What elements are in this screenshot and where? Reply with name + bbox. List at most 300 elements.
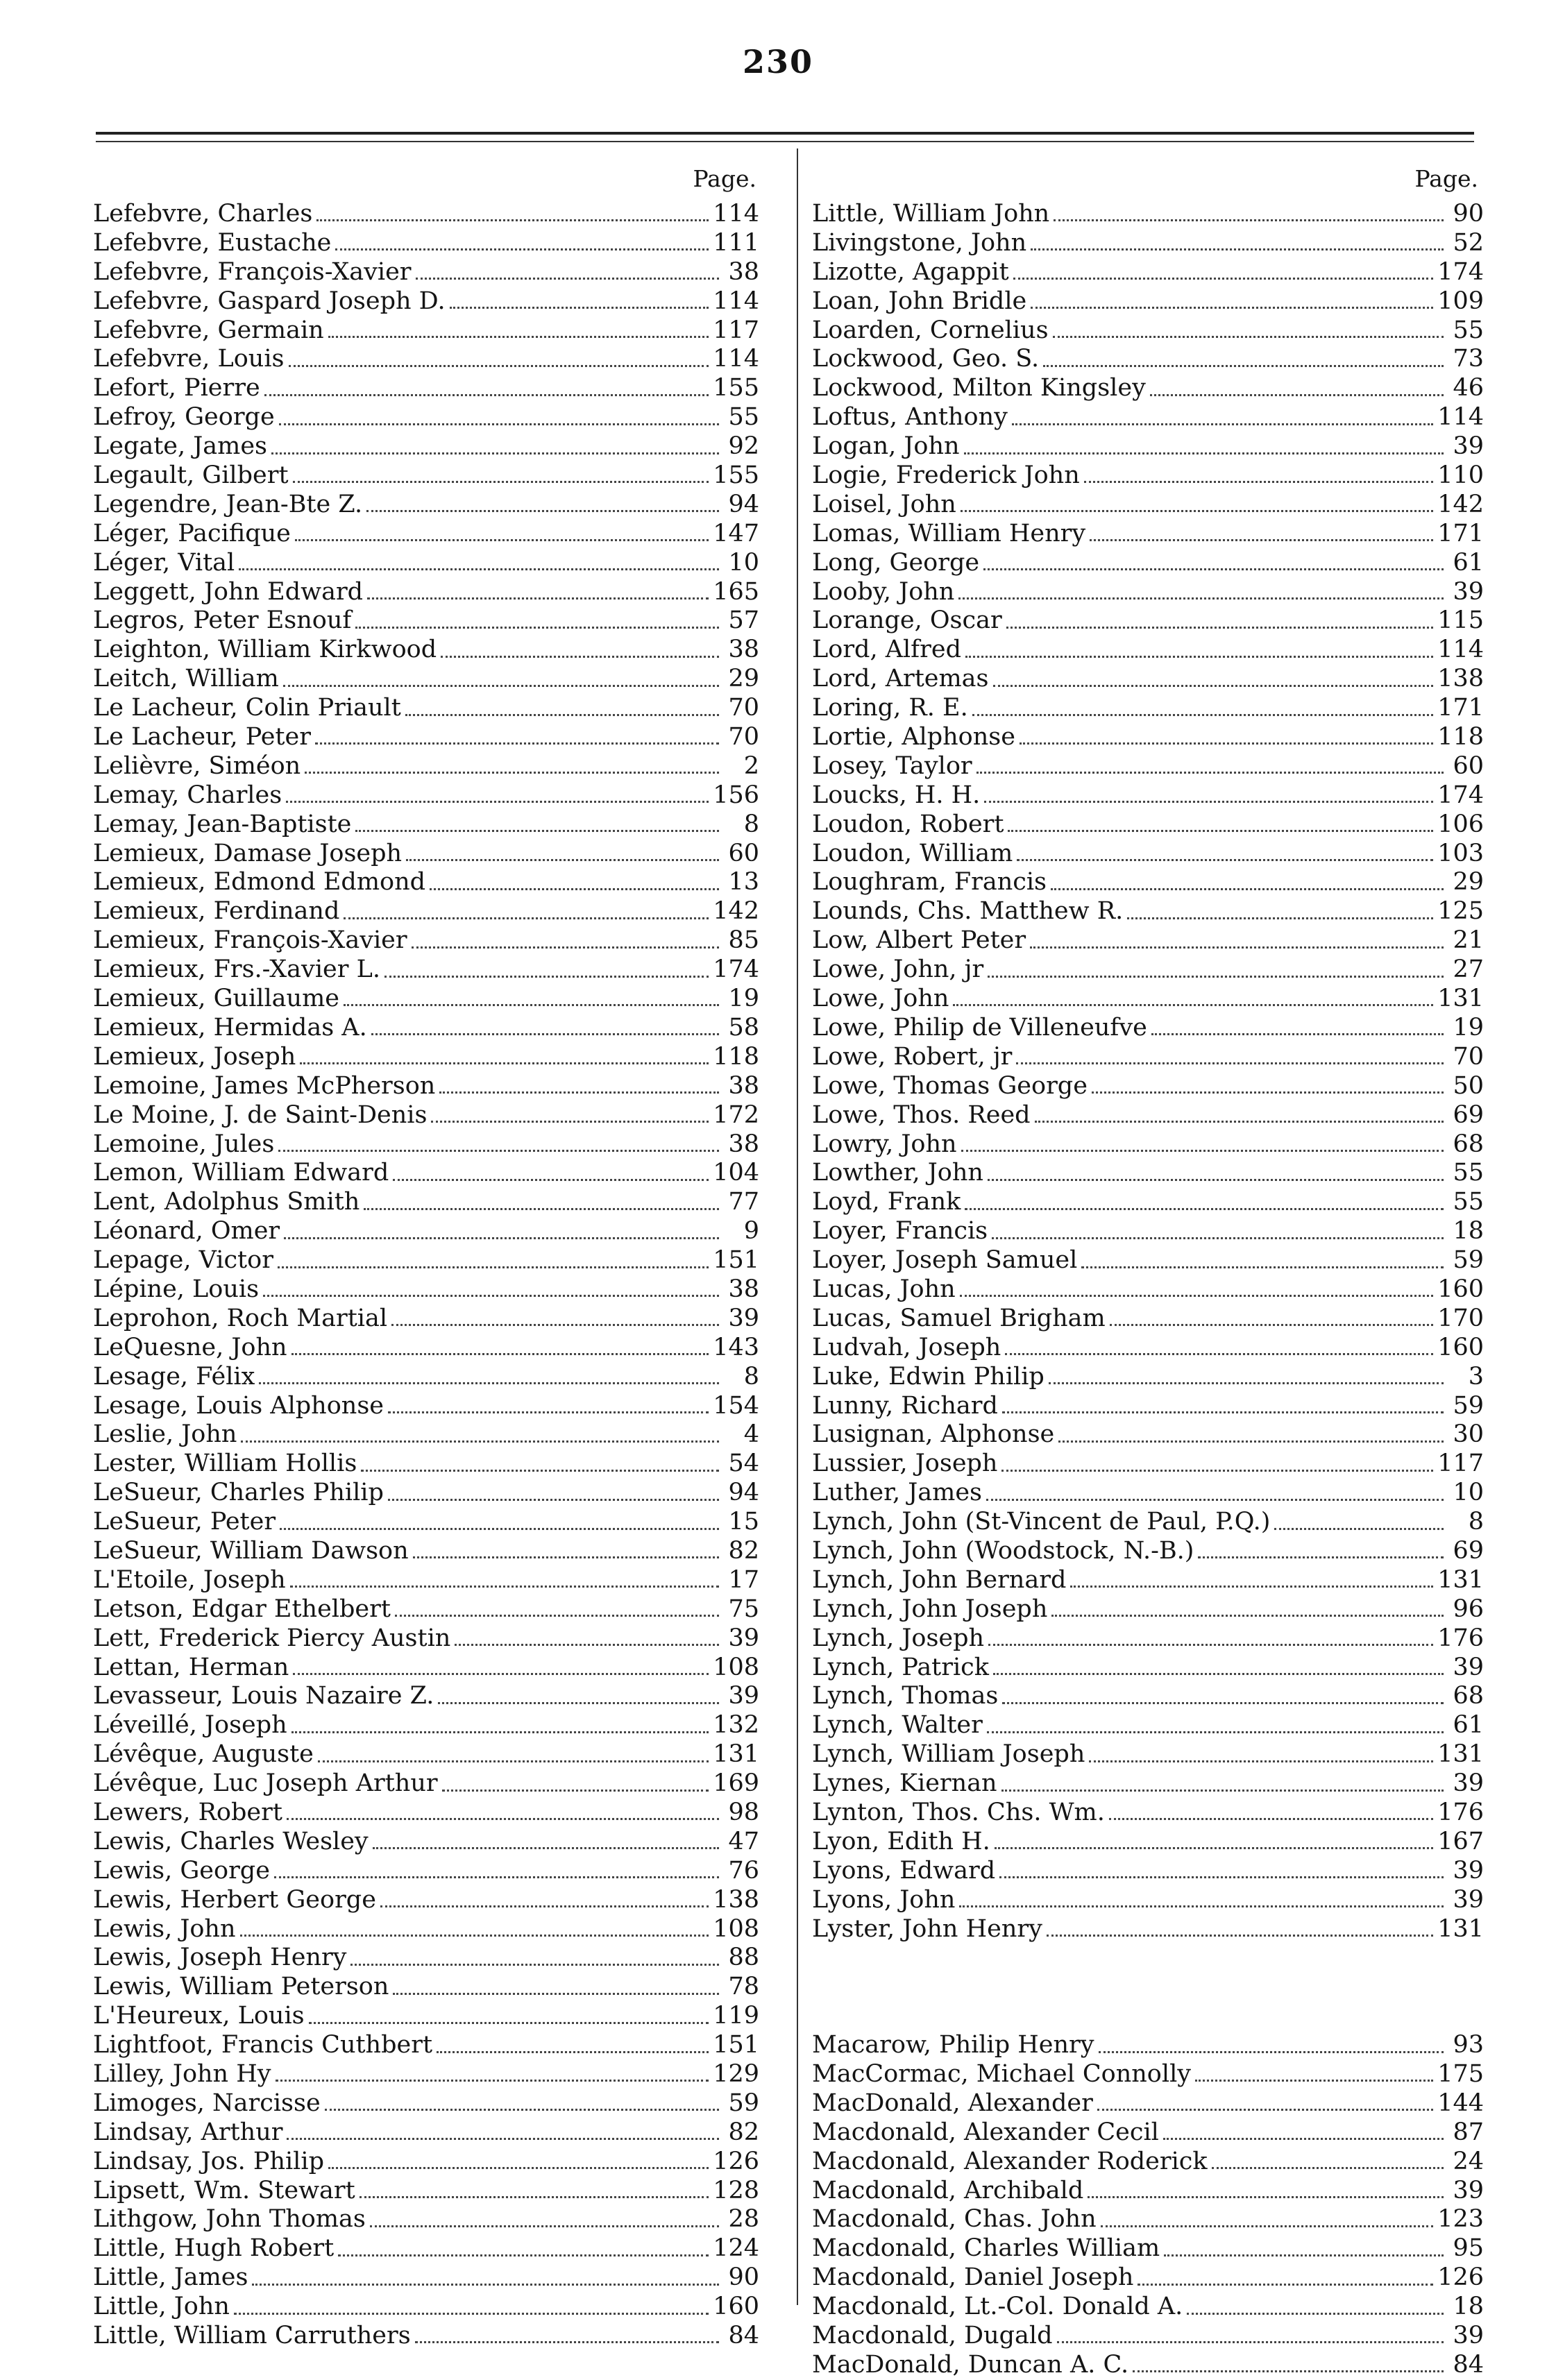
entry-name: Macdonald, Dugald <box>812 2322 1053 2350</box>
entry-name: Lockwood, Milton Kingsley <box>812 374 1146 402</box>
index-entry <box>812 1537 1484 1566</box>
entry-page-number: 95 <box>1453 2234 1484 2263</box>
dot-leader <box>371 1033 719 1035</box>
index-entry <box>93 491 759 520</box>
entry-name: Lowe, John, jr <box>812 955 984 984</box>
index-entry <box>93 316 759 346</box>
entry-page-number: 147 <box>713 519 759 547</box>
index-entry <box>93 752 759 781</box>
index-entry <box>812 287 1484 316</box>
entry-page-number: 155 <box>713 461 759 490</box>
dot-leader <box>1109 1818 1433 1820</box>
dot-leader <box>995 1847 1433 1849</box>
dot-leader <box>286 801 709 803</box>
index-entry <box>812 1479 1484 1508</box>
entry-name: Lithgow, John Thomas <box>93 2205 366 2234</box>
entry-page-number: 174 <box>1437 781 1484 809</box>
entry-name: Loring, R. E. <box>812 694 968 722</box>
dot-leader <box>961 1150 1444 1152</box>
dot-leader <box>263 1295 719 1297</box>
entry-page-number: 88 <box>728 1944 759 1972</box>
entry-page-number: 114 <box>1437 403 1484 432</box>
dot-leader <box>291 1731 709 1733</box>
entry-name: Lett, Frederick Piercy Austin <box>93 1624 451 1652</box>
index-entry <box>812 2205 1484 2234</box>
entry-page-number: 111 <box>713 228 759 257</box>
entry-page-number: 108 <box>713 1653 759 1681</box>
entry-page-number: 39 <box>728 1682 759 1710</box>
index-entry <box>812 1217 1484 1246</box>
entry-page-number: 104 <box>713 1159 759 1187</box>
entry-name: Lemieux, François-Xavier <box>93 926 407 955</box>
index-entry <box>93 1275 759 1304</box>
entry-name: Loucks, H. H. <box>812 781 981 809</box>
index-entry <box>93 1740 759 1769</box>
index-entry <box>93 723 759 752</box>
entry-name: Lepage, Victor <box>93 1246 273 1275</box>
entry-name: Loyd, Frank <box>812 1188 961 1216</box>
dot-leader <box>278 1150 719 1152</box>
index-entry <box>812 258 1484 287</box>
dot-leader <box>380 1905 709 1907</box>
index-entry <box>93 1973 759 2002</box>
index-entry <box>93 1508 759 1537</box>
dot-leader <box>360 2196 709 2198</box>
index-entry <box>93 1915 759 1944</box>
entry-name: Lewis, William Peterson <box>93 1973 389 2001</box>
dot-leader <box>1043 365 1444 367</box>
page-number: 230 <box>742 43 814 80</box>
dot-leader <box>993 685 1434 687</box>
dot-leader <box>960 1295 1434 1297</box>
entry-page-number: 58 <box>728 1013 759 1042</box>
entry-page-number: 131 <box>1437 985 1484 1013</box>
index-entry <box>93 2148 759 2177</box>
entry-page-number: 17 <box>728 1565 759 1594</box>
index-entry <box>812 1566 1484 1595</box>
entry-name: Levasseur, Louis Nazaire Z. <box>93 1682 434 1710</box>
dot-leader <box>1084 481 1433 483</box>
entry-name: Little, William John <box>812 200 1050 228</box>
entry-page-number: 118 <box>1437 723 1484 751</box>
dot-leader <box>344 917 709 919</box>
entry-page-number: 144 <box>1437 2089 1484 2117</box>
entry-name: Lorange, Oscar <box>812 606 1002 635</box>
entry-page-number: 114 <box>713 345 759 373</box>
entry-name: Loughram, Francis <box>812 868 1047 896</box>
dot-leader <box>295 539 709 541</box>
entry-name: Low, Albert Peter <box>812 926 1026 955</box>
entry-page-number: 68 <box>1453 1130 1484 1158</box>
index-entry <box>812 752 1484 781</box>
index-entry <box>93 2089 759 2118</box>
dot-leader <box>284 1237 719 1239</box>
entry-page-number: 55 <box>1453 1159 1484 1187</box>
right-page-heading: Page. <box>1414 165 1478 192</box>
entry-name: Lemieux, Joseph <box>93 1042 296 1071</box>
index-entry <box>93 1188 759 1217</box>
entry-name: Lucas, John <box>812 1275 956 1303</box>
index-entry <box>812 1043 1484 1072</box>
entry-name: MacDonald, Duncan A. C. <box>812 2350 1129 2379</box>
index-entry <box>93 2234 759 2263</box>
index-entry <box>93 665 759 694</box>
index-entry <box>812 2263 1484 2293</box>
entry-page-number: 46 <box>1453 374 1484 402</box>
entry-name: Lefort, Pierre <box>93 374 260 402</box>
entry-name: Lemieux, Hermidas A. <box>93 1013 367 1042</box>
entry-page-number: 54 <box>728 1450 759 1478</box>
index-entry <box>93 1334 759 1363</box>
index-entry <box>812 1508 1484 1537</box>
dot-leader <box>328 2167 709 2169</box>
entry-name: Lemieux, Damase Joseph <box>93 839 403 867</box>
dot-leader <box>1005 1353 1433 1355</box>
entry-page-number: 39 <box>1453 2322 1484 2350</box>
entry-name: Le Lacheur, Colin Priault <box>93 694 401 722</box>
entry-name: Little, John <box>93 2293 230 2321</box>
dot-leader <box>355 830 719 832</box>
dot-leader <box>972 714 1433 716</box>
index-entry <box>93 229 759 258</box>
entry-name: Lowe, Thomas George <box>812 1071 1088 1100</box>
index-entry <box>93 2002 759 2031</box>
entry-page-number: 55 <box>1453 316 1484 344</box>
entry-page-number: 93 <box>1453 2031 1484 2059</box>
entry-name: Lowe, John <box>812 985 949 1013</box>
entry-name: Léonard, Omer <box>93 1217 280 1246</box>
dot-leader <box>315 742 719 745</box>
dot-leader <box>280 1528 719 1530</box>
index-entry <box>812 1595 1484 1624</box>
entry-page-number: 170 <box>1437 1304 1484 1332</box>
entry-page-number: 131 <box>1437 1740 1484 1769</box>
entry-name: Looby, John <box>812 577 955 606</box>
entry-page-number: 160 <box>1437 1275 1484 1303</box>
index-entry <box>93 955 759 985</box>
entry-name: Lemieux, Guillaume <box>93 985 339 1013</box>
entry-name: Lucas, Samuel Brigham <box>812 1304 1106 1332</box>
dot-leader <box>1081 1266 1444 1268</box>
index-entry <box>812 229 1484 258</box>
index-entry <box>812 461 1484 491</box>
index-entry <box>93 1159 759 1188</box>
dot-leader <box>388 1411 709 1413</box>
entry-name: Loan, John Bridle <box>812 287 1027 315</box>
index-entry <box>93 1595 759 1624</box>
dot-leader <box>1133 2370 1444 2372</box>
entry-page-number: 143 <box>713 1333 759 1361</box>
entry-page-number: 96 <box>1453 1595 1484 1623</box>
entry-page-number: 175 <box>1437 2060 1484 2089</box>
entry-page-number: 29 <box>1453 868 1484 896</box>
entry-page-number: 167 <box>1437 1827 1484 1855</box>
header-rule-top <box>96 132 1474 135</box>
entry-name: Lindsay, Jos. Philip <box>93 2147 324 2175</box>
index-entry <box>93 636 759 665</box>
entry-name: Lusignan, Alphonse <box>812 1420 1055 1449</box>
dot-leader <box>370 2225 719 2227</box>
entry-name: Léveillé, Joseph <box>93 1711 287 1740</box>
entry-page-number: 131 <box>1437 1914 1484 1943</box>
dot-leader <box>439 1091 719 1094</box>
dot-leader <box>958 597 1444 600</box>
entry-name: Lynch, Patrick <box>812 1653 989 1681</box>
dot-leader <box>393 1993 719 1995</box>
index-entry <box>93 1799 759 1828</box>
index-entry <box>812 723 1484 752</box>
index-entry <box>93 781 759 810</box>
entry-name: Le Lacheur, Peter <box>93 723 311 751</box>
entry-page-number: 59 <box>1453 1246 1484 1275</box>
index-entry <box>93 345 759 374</box>
dot-leader <box>391 1324 719 1326</box>
dot-leader <box>976 772 1444 774</box>
dot-leader <box>287 2138 719 2140</box>
entry-name: Luther, James <box>812 1479 982 1507</box>
index-entry <box>93 1624 759 1654</box>
index-entry <box>812 1886 1484 1915</box>
right-index-list-l <box>812 200 1484 1944</box>
entry-page-number: 73 <box>1453 345 1484 373</box>
entry-name: Lortie, Alphonse <box>812 723 1015 751</box>
entry-name: Lemoine, James McPherson <box>93 1071 436 1100</box>
dot-leader <box>1187 2313 1444 2315</box>
dot-leader <box>986 1499 1444 1501</box>
dot-leader <box>338 2254 709 2256</box>
entry-page-number: 82 <box>728 2118 759 2146</box>
entry-page-number: 82 <box>728 1536 759 1565</box>
entry-name: Logie, Frederick John <box>812 461 1080 490</box>
entry-page-number: 176 <box>1437 1624 1484 1652</box>
index-entry <box>812 1304 1484 1334</box>
entry-page-number: 108 <box>713 1914 759 1943</box>
entry-name: Little, William Carruthers <box>93 2322 411 2350</box>
entry-page-number: 84 <box>1453 2350 1484 2379</box>
entry-page-number: 19 <box>1453 1013 1484 1042</box>
dot-leader <box>965 1208 1444 1210</box>
entry-page-number: 128 <box>713 2176 759 2204</box>
index-entry <box>93 258 759 287</box>
entry-page-number: 154 <box>713 1391 759 1420</box>
entry-name: Lynch, William Joseph <box>812 1740 1085 1769</box>
index-entry <box>812 2148 1484 2177</box>
index-entry <box>812 694 1484 723</box>
entry-name: Macdonald, Charles William <box>812 2234 1160 2263</box>
dot-leader <box>413 1556 719 1558</box>
dot-leader <box>1163 2138 1444 2140</box>
index-entry <box>93 1857 759 1886</box>
index-entry <box>93 403 759 432</box>
dot-leader <box>988 1179 1444 1181</box>
dot-leader <box>274 1876 719 1878</box>
entry-name: Macdonald, Alexander Cecil <box>812 2118 1159 2146</box>
index-entry <box>812 1246 1484 1275</box>
entry-page-number: 110 <box>1437 461 1484 490</box>
entry-page-number: 69 <box>1453 1100 1484 1129</box>
index-entry <box>812 1769 1484 1799</box>
entry-name: Lefebvre, François-Xavier <box>93 257 412 286</box>
entry-name: Lesage, Félix <box>93 1362 255 1391</box>
entry-name: Macdonald, Chas. John <box>812 2205 1097 2234</box>
index-entry <box>812 1682 1484 1711</box>
dot-leader <box>1151 1033 1444 1035</box>
entry-name: Legros, Peter Esnouf <box>93 606 352 635</box>
index-entry <box>812 2177 1484 2206</box>
entry-page-number: 8 <box>1468 1508 1484 1536</box>
entry-name: Lewis, John <box>93 1914 236 1943</box>
entry-name: Legate, James <box>93 432 268 461</box>
index-entry <box>93 1769 759 1799</box>
index-entry <box>812 1159 1484 1188</box>
dot-leader <box>290 1586 719 1588</box>
entry-page-number: 171 <box>1437 694 1484 722</box>
dot-leader <box>1070 1586 1433 1588</box>
index-entry <box>812 2118 1484 2148</box>
index-entry <box>93 2177 759 2206</box>
index-entry <box>93 2118 759 2148</box>
dot-leader <box>293 481 709 483</box>
dot-leader <box>291 1353 709 1355</box>
dot-leader <box>992 1237 1444 1239</box>
entry-page-number: 57 <box>728 606 759 635</box>
entry-name: Loyer, Francis <box>812 1217 988 1246</box>
index-entry <box>93 200 759 229</box>
entry-name: Lévêque, Luc Joseph Arthur <box>93 1769 438 1798</box>
entry-name: Lightfoot, Francis Cuthbert <box>93 2031 433 2059</box>
dot-leader <box>1089 1760 1433 1762</box>
dot-leader <box>430 888 719 890</box>
dot-leader <box>405 714 719 716</box>
entry-page-number: 169 <box>713 1769 759 1798</box>
entry-page-number: 39 <box>1453 1769 1484 1798</box>
entry-name: Little, Hugh Robert <box>93 2234 335 2263</box>
entry-name: Leitch, William <box>93 665 279 693</box>
index-entry <box>93 1682 759 1711</box>
dot-leader <box>1001 1790 1444 1792</box>
entry-name: Lelièvre, Siméon <box>93 751 301 780</box>
index-entry <box>93 1217 759 1246</box>
index-entry <box>812 1857 1484 1886</box>
entry-page-number: 126 <box>1437 2263 1484 2292</box>
entry-name: Leggett, John Edward <box>93 577 364 606</box>
index-entry <box>93 1420 759 1450</box>
entry-name: Lefebvre, Germain <box>93 316 324 344</box>
entry-name: LeSueur, William Dawson <box>93 1536 409 1565</box>
index-entry <box>812 1334 1484 1363</box>
index-entry <box>812 520 1484 549</box>
entry-page-number: 155 <box>713 374 759 402</box>
entry-name: Lynch, Walter <box>812 1711 983 1740</box>
dot-leader <box>441 656 719 658</box>
entry-name: Loudon, William <box>812 839 1013 867</box>
entry-name: Macdonald, Archibald <box>812 2176 1084 2204</box>
entry-name: Lyons, Edward <box>812 1856 996 1885</box>
index-entry <box>93 461 759 491</box>
index-entry <box>93 1828 759 1857</box>
entry-page-number: 38 <box>728 1071 759 1100</box>
entry-page-number: 125 <box>1437 897 1484 926</box>
dot-leader <box>1001 1470 1433 1472</box>
entry-name: Lizotte, Agappit <box>812 257 1009 286</box>
index-entry <box>812 955 1484 985</box>
entry-name: Lussier, Joseph <box>812 1450 998 1478</box>
entry-page-number: 172 <box>713 1100 759 1129</box>
dot-leader <box>283 685 719 687</box>
dot-leader <box>1092 1091 1444 1094</box>
index-entry <box>812 200 1484 229</box>
index-entry <box>812 1740 1484 1769</box>
dot-leader <box>1088 2196 1444 2198</box>
dot-leader <box>335 248 709 250</box>
right-index-list-mac <box>812 2031 1484 2380</box>
entry-name: Legendre, Jean-Bte Z. <box>93 490 363 518</box>
entry-name: Macdonald, Alexander Roderick <box>812 2147 1208 2175</box>
dot-leader <box>1090 539 1433 541</box>
entry-name: Lynch, Joseph <box>812 1624 985 1652</box>
dot-leader <box>412 946 719 949</box>
index-entry <box>812 2322 1484 2351</box>
entry-name: Lowry, John <box>812 1130 957 1158</box>
index-entry <box>93 578 759 607</box>
dot-leader <box>984 801 1433 803</box>
entry-name: Loyer, Joseph Samuel <box>812 1246 1078 1275</box>
entry-page-number: 87 <box>1453 2118 1484 2146</box>
entry-page-number: 114 <box>1437 636 1484 664</box>
dot-leader <box>1008 830 1433 832</box>
entry-name: Little, James <box>93 2263 248 2292</box>
entry-name: Lewis, Joseph Henry <box>93 1944 347 1972</box>
entry-page-number: 129 <box>713 2060 759 2088</box>
entry-name: Lettan, Herman <box>93 1653 289 1681</box>
dot-leader <box>1030 946 1444 949</box>
entry-page-number: 55 <box>728 403 759 432</box>
entry-page-number: 117 <box>1437 1450 1484 1478</box>
entry-page-number: 142 <box>1437 490 1484 518</box>
entry-page-number: 18 <box>1453 1217 1484 1246</box>
entry-page-number: 123 <box>1437 2205 1484 2234</box>
dot-leader <box>1006 627 1434 629</box>
dot-leader <box>1031 248 1444 250</box>
dot-leader <box>393 1179 709 1181</box>
entry-name: Lemieux, Ferdinand <box>93 897 340 926</box>
dot-leader <box>361 1470 719 1472</box>
entry-name: Lyon, Edith H. <box>812 1827 990 1855</box>
index-entry <box>812 1275 1484 1304</box>
entry-page-number: 94 <box>728 1479 759 1507</box>
index-entry <box>812 985 1484 1014</box>
index-entry <box>812 2031 1484 2060</box>
dot-leader <box>384 976 709 978</box>
dot-leader <box>1017 859 1433 861</box>
index-entry <box>812 1624 1484 1654</box>
dot-leader <box>318 1760 709 1762</box>
entry-page-number: 77 <box>728 1188 759 1216</box>
entry-name: Luke, Edwin Philip <box>812 1362 1045 1391</box>
dot-leader <box>988 1644 1433 1646</box>
dot-leader <box>961 510 1433 512</box>
index-entry <box>812 2060 1484 2089</box>
entry-page-number: 50 <box>1453 1071 1484 1100</box>
entry-name: Leprohon, Roch Martial <box>93 1304 388 1332</box>
dot-leader <box>350 1964 719 1966</box>
entry-name: Lord, Artemas <box>812 665 989 693</box>
index-entry <box>812 1799 1484 1828</box>
dot-leader <box>1012 423 1433 425</box>
index-entry <box>812 491 1484 520</box>
entry-name: Macdonald, Lt.-Col. Donald A. <box>812 2293 1183 2321</box>
entry-page-number: 9 <box>743 1217 759 1246</box>
